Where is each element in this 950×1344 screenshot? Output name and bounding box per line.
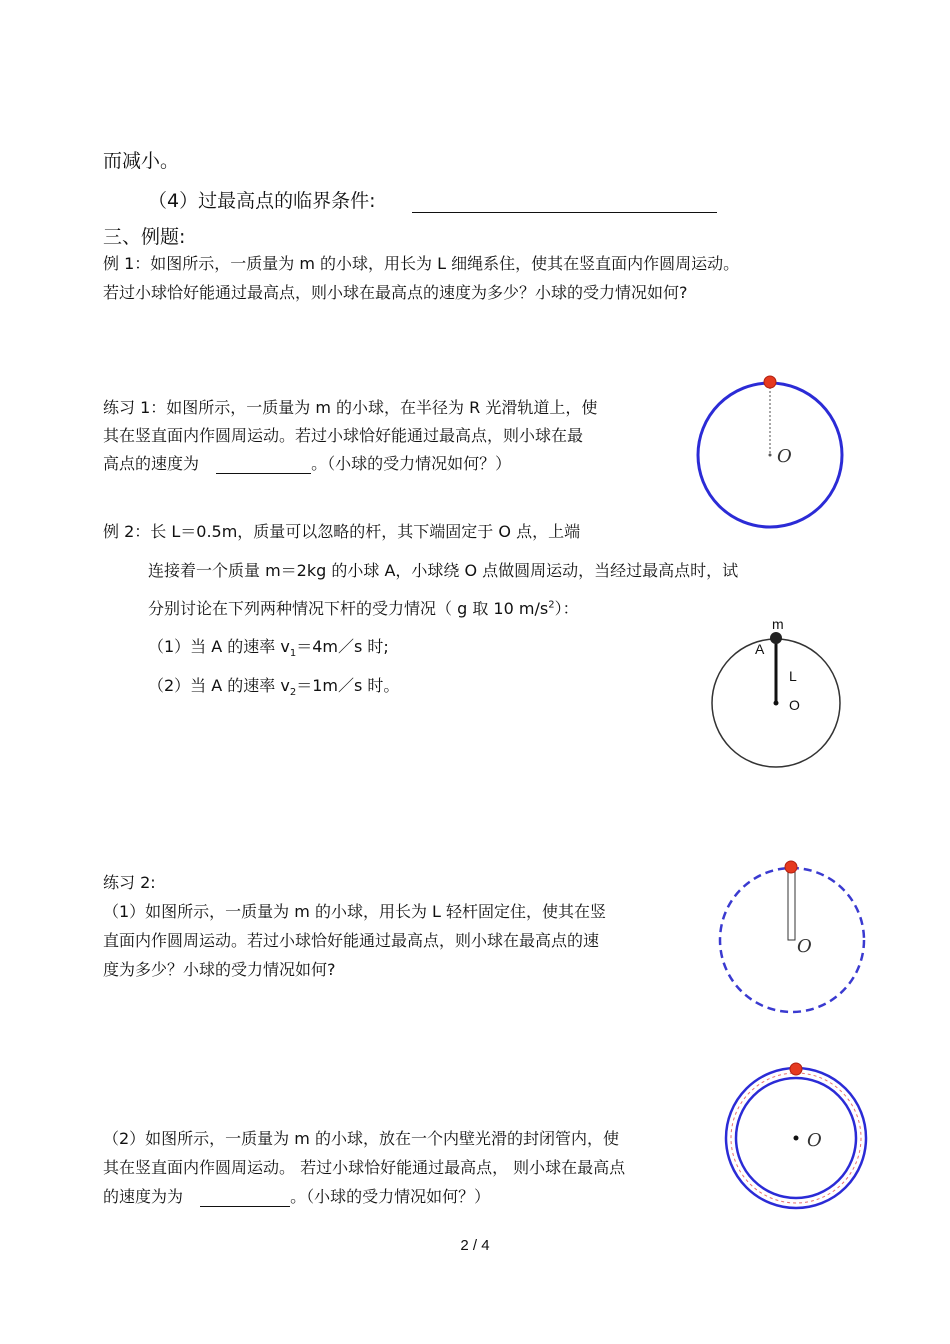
light-rod	[788, 868, 795, 940]
subscript: 2	[289, 687, 297, 699]
answer-blank	[216, 454, 311, 474]
center-label: O	[777, 446, 792, 467]
practice1-line3-end: 。（小球的受力情况如何？）	[311, 454, 512, 473]
practice2-line1: （1）如图所示，一质量为 m 的小球，用长为 L 轻杆固定住，使其在竖	[103, 902, 607, 921]
example2-line2: 连接着一个质量 m＝2kg 的小球 A，小球绕 O 点做圆周运动，当经过最高点时，试	[148, 561, 739, 580]
center-point	[794, 1136, 799, 1141]
ball-label: A	[755, 641, 765, 657]
figure-rod-circle	[700, 612, 850, 777]
superscript: 2	[548, 599, 555, 611]
center-point	[769, 454, 772, 457]
subscript: 1	[289, 648, 297, 660]
example1-line2: 若过小球恰好能通过最高点，则小球在最高点的速度为多少？小球的受力情况如何?	[103, 283, 688, 302]
part2-line3-start: 的速度为为	[103, 1187, 184, 1206]
figure-closed-tube	[720, 1055, 880, 1215]
figure-track-circle	[690, 370, 850, 530]
ball	[770, 632, 782, 644]
center-label: O	[789, 697, 800, 713]
critical-condition-line	[148, 186, 717, 213]
practice1-line3	[103, 451, 511, 474]
case1-end: ＝4m／s 时;	[296, 637, 389, 656]
practice2-title: 练习 2:	[103, 873, 156, 892]
figure-light-rod	[710, 850, 875, 1020]
center-label: O	[807, 1130, 822, 1151]
part2-line3-end: 。（小球的受力情况如何？）	[290, 1187, 491, 1206]
example2-line1: 例 2：长 L＝0.5m，质量可以忽略的杆，其下端固定于 O 点，上端	[103, 522, 581, 541]
practice2-part2-line2: 其在竖直面内作圆周运动。 若过小球恰好能通过最高点， 则小球在最高点	[103, 1158, 626, 1177]
practice1-line2: 其在竖直面内作圆周运动。若过小球恰好能通过最高点，则小球在最	[103, 426, 584, 445]
example2-line3-end: ）：	[554, 599, 579, 618]
center-point	[774, 701, 779, 706]
answer-blank	[412, 190, 717, 213]
practice2-part2-line3	[103, 1184, 490, 1207]
page-number: 2 / 4	[460, 1237, 490, 1254]
example1-line1: 例 1：如图所示，一质量为 m 的小球，用长为 L 细绳系住，使其在竖直面内作圆周运动。	[103, 254, 740, 273]
mass-label: m	[772, 616, 784, 632]
text-line: 而减小。	[103, 150, 180, 172]
ball	[764, 376, 776, 388]
critical-condition-label: （4）过最高点的临界条件:	[148, 190, 376, 212]
practice2-part2-line1: （2）如图所示，一质量为 m 的小球，放在一个内壁光滑的封闭管内，使	[103, 1129, 619, 1148]
example2-line3-start: 分别讨论在下列两种情况下杆的受力情况（ g 取 10 m/s	[148, 599, 549, 618]
case1-start: （1）当 A 的速率 v	[148, 637, 290, 656]
practice2-line2: 直面内作圆周运动。若过小球恰好能通过最高点，则小球在最高点的速	[103, 931, 600, 950]
practice1-line3-start: 高点的速度为	[103, 454, 200, 473]
practice1-line1: 练习 1：如图所示，一质量为 m 的小球，在半径为 R 光滑轨道上，使	[103, 398, 598, 417]
length-label: L	[789, 668, 797, 684]
ball	[790, 1063, 802, 1075]
practice2-line3: 度为多少？小球的受力情况如何?	[103, 960, 336, 979]
section-heading: 三、例题:	[103, 226, 186, 248]
ball	[785, 861, 797, 873]
example2-case1	[148, 634, 389, 659]
case2-start: （2）当 A 的速率 v	[148, 676, 290, 695]
example2-line3	[148, 596, 579, 619]
example2-case2	[148, 673, 399, 698]
case2-end: ＝1m／s 时。	[296, 676, 400, 695]
center-label: O	[797, 936, 812, 957]
answer-blank	[200, 1187, 290, 1207]
